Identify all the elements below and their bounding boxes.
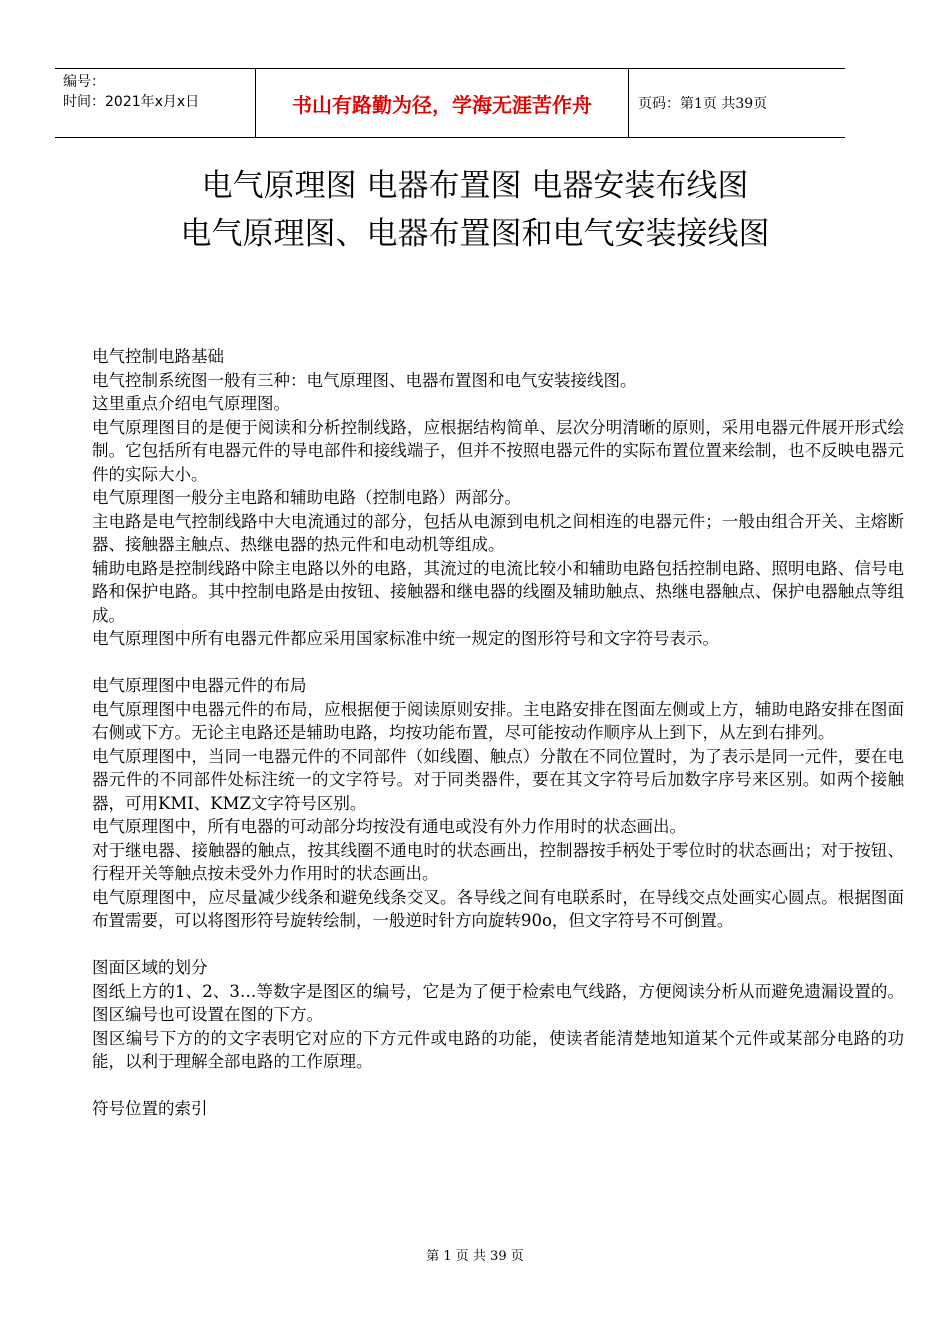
paragraph: 电气原理图中，应尽量减少线条和避免线条交叉。各导线之间有电联系时，在导线交点处画实心圆点。根据图面布置需要，可以将图形符号旋转绘制，一般逆时针方向旋转90o，但文字符号不可倒置。 <box>92 887 904 930</box>
paragraph: 电气原理图中所有电器元件都应采用国家标准中统一规定的图形符号和文字符号表示。 <box>92 629 719 648</box>
paragraph: 电气原理图中，当同一电器元件的不同部件（如线圈、触点）分散在不同位置时，为了表示是同一元件，要在电器元件的不同部件处标注统一的文字符号。对于同类器件，要在其文字符号后加数字序号来区别。如两个接触器，可用KMI、KMZ文字符号区别。 <box>92 746 904 813</box>
blank-line <box>92 1074 904 1098</box>
paragraph: 辅助电路是控制线路中除主电路以外的电路，其流过的电流比较小和辅助电路包括控制电路、照明电路、信号电路和保护电路。其中控制电路是由按钮、接触器和继电器的线圈及辅助触点、热继电器触点、保护电器触点等组成。 <box>92 558 904 625</box>
time-label: 时间：2021年x月x日 <box>63 94 200 110</box>
paragraph: 对于继电器、接触器的触点，按其线圈不通电时的状态画出，控制器按手柄处于零位时的状态画出；对于按钮、行程开关等触点按未受外力作用时的状态画出。 <box>92 840 904 883</box>
number-label: 编号： <box>63 74 105 90</box>
paragraph: 电气原理图一般分主电路和辅助电路（控制电路）两部分。 <box>92 488 521 507</box>
page-header <box>55 68 845 138</box>
section-heading: 电气原理图中电器元件的布局 <box>92 676 307 695</box>
paragraph: 电气原理图中电器元件的布局，应根据便于阅读原则安排。主电路安排在图面左侧或上方，辅助电路安排在图面右侧或下方。无论主电路还是辅助电路，均按功能布置，尽可能按动作顺序从上到下，从左到右排列。 <box>92 699 904 742</box>
header-divider <box>628 69 629 137</box>
paragraph: 电气控制系统图一般有三种：电气原理图、电器布置图和电气安装接线图。 <box>92 370 637 390</box>
title-line-2: 电气原理图、电器布置图和电气安装接线图 <box>180 216 770 252</box>
paragraph: 图区编号下方的的文字表明它对应的下方元件或电路的功能，使读者能清楚地知道某个元件或某部分电路的功能，以利于理解全部电路的工作原理。 <box>92 1028 904 1071</box>
paragraph: 电气控制电路基础 <box>92 347 224 366</box>
paragraph: 图纸上方的1、2、3…等数字是图区的编号，它是为了便于检索电气线路，方便阅读分析从而避免遗漏设置的。图区编号也可设置在图的下方。 <box>92 981 904 1024</box>
blank-line <box>92 651 904 675</box>
header-meta <box>63 72 199 112</box>
section-heading: 图面区域的划分 <box>92 958 208 977</box>
page-footer: 第 1 页 共 39 页 <box>426 1249 524 1264</box>
paragraph: 主电路是电气控制线路中大电流通过的部分，包括从电源到电机之间相连的电器元件；一般由组合开关、主熔断器、接触器主触点、热继电器的热元件和电动机等组成。 <box>92 511 904 554</box>
header-page-code: 页码：第1页 共39页 <box>638 96 768 112</box>
blank-line <box>92 933 904 957</box>
document-body <box>92 345 904 1121</box>
header-motto: 书山有路勤为径，学海无涯苦作舟 <box>292 92 592 117</box>
paragraph: 这里重点介绍电气原理图。 <box>92 394 290 413</box>
paragraph: 电气原理图中，所有电器的可动部分均按没有通电或没有外力作用时的状态画出。 <box>92 817 686 836</box>
section-heading: 符号位置的索引 <box>92 1099 208 1118</box>
paragraph: 电气原理图目的是便于阅读和分析控制线路，应根据结构简单、层次分明清晰的原则，采用电器元件展开形式绘制。它包括所有电器元件的导电部件和接线端子，但并不按照电器元件的实际布置位置来绘制，也不反映电器元件的实际大小。 <box>92 417 904 484</box>
title-line-1: 电气原理图 电器布置图 电器安装布线图 <box>201 168 749 204</box>
